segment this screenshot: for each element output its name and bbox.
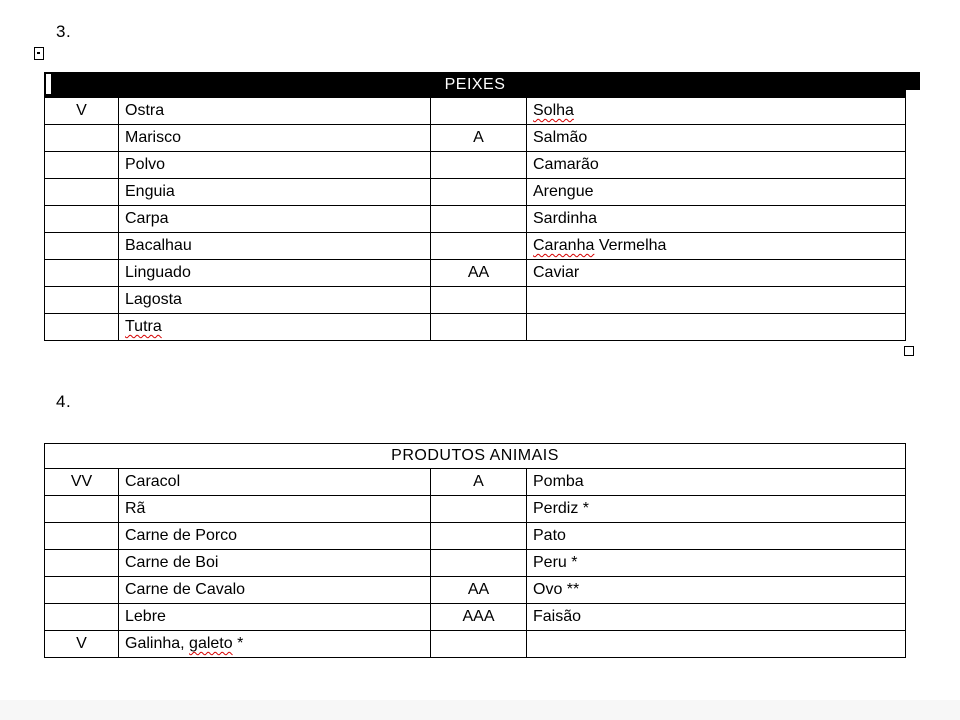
table-cell-c3[interactable] xyxy=(431,233,527,260)
table-cell-c1[interactable] xyxy=(45,179,119,206)
table-cell-c3[interactable] xyxy=(431,179,527,206)
spellcheck-flagged-word: galeto xyxy=(189,635,233,652)
table-cell-c4[interactable]: Perdiz * xyxy=(527,496,906,523)
section-number-3: 3. xyxy=(56,22,72,41)
table-cell-c3[interactable] xyxy=(431,523,527,550)
table-cell-c3[interactable] xyxy=(431,550,527,577)
spellcheck-flagged-word: Solha xyxy=(533,102,574,119)
table-row xyxy=(45,631,906,658)
table-cell-c3[interactable]: A xyxy=(431,469,527,496)
table-title-cell[interactable] xyxy=(45,444,906,469)
table-cell-c4[interactable]: Caranha Vermelha xyxy=(527,233,906,260)
table-cell-c1[interactable]: VV xyxy=(45,469,119,496)
table-cell-c3[interactable] xyxy=(431,98,527,125)
table-row xyxy=(45,233,906,260)
table-cell-c4[interactable] xyxy=(527,631,906,658)
table-row xyxy=(45,125,906,152)
table-row xyxy=(45,98,906,125)
table-cell-c1[interactable] xyxy=(45,496,119,523)
table-cell-c4[interactable] xyxy=(527,287,906,314)
table-row xyxy=(45,287,906,314)
animal-products-table[interactable] xyxy=(44,443,906,658)
table-cell-c4[interactable]: Salmão xyxy=(527,125,906,152)
table-cell-c4[interactable]: Ovo ** xyxy=(527,577,906,604)
table-cell-c2[interactable]: Bacalhau xyxy=(119,233,431,260)
fish-table[interactable] xyxy=(44,72,906,341)
table-cell-c3[interactable]: AAA xyxy=(431,604,527,631)
table-title: PRODUTOS ANIMAIS xyxy=(391,447,559,464)
table-cell-c4[interactable] xyxy=(527,314,906,341)
table-cell-c3[interactable] xyxy=(431,287,527,314)
table-cell-c2[interactable]: Carne de Porco xyxy=(119,523,431,550)
table-cell-c1[interactable] xyxy=(45,233,119,260)
table-cell-c1[interactable] xyxy=(45,260,119,287)
table-cell-c1[interactable] xyxy=(45,604,119,631)
table-cell-c2[interactable]: Polvo xyxy=(119,152,431,179)
table-cell-c2[interactable]: Lagosta xyxy=(119,287,431,314)
table-cell-c2[interactable]: Linguado xyxy=(119,260,431,287)
table-move-handle-icon[interactable] xyxy=(34,47,44,60)
table-row xyxy=(45,577,906,604)
table-cell-c1[interactable] xyxy=(45,125,119,152)
table-header-row xyxy=(45,444,906,469)
table-row xyxy=(45,496,906,523)
table-cell-c2[interactable]: Rã xyxy=(119,496,431,523)
table-header-row xyxy=(45,73,906,98)
table-row xyxy=(45,260,906,287)
table-cell-c3[interactable]: AA xyxy=(431,260,527,287)
table-cell-c2[interactable]: Carpa xyxy=(119,206,431,233)
table-cell-c1[interactable] xyxy=(45,577,119,604)
table-cell-c4[interactable]: Caviar xyxy=(527,260,906,287)
table-cell-c2[interactable]: Galinha, galeto * xyxy=(119,631,431,658)
table-cell-c4[interactable]: Pomba xyxy=(527,469,906,496)
table-row xyxy=(45,469,906,496)
table-cell-c4[interactable]: Arengue xyxy=(527,179,906,206)
table-cell-c1[interactable] xyxy=(45,287,119,314)
table-cell-c1[interactable] xyxy=(45,152,119,179)
table-cell-c1[interactable] xyxy=(45,206,119,233)
table-cell-c4[interactable] xyxy=(527,98,906,125)
table-cell-c2[interactable] xyxy=(119,314,431,341)
cell-selection-marker xyxy=(46,74,51,94)
table-resize-handle-icon[interactable] xyxy=(904,346,914,356)
table-row xyxy=(45,206,906,233)
table-cell-c2[interactable]: Lebre xyxy=(119,604,431,631)
table-cell-c3[interactable]: AA xyxy=(431,577,527,604)
table-cell-c2[interactable]: Ostra xyxy=(119,98,431,125)
table-cell-c3[interactable] xyxy=(431,152,527,179)
table-cell-c3[interactable] xyxy=(431,631,527,658)
table-cell-c2[interactable]: Marisco xyxy=(119,125,431,152)
table-cell-c3[interactable] xyxy=(431,206,527,233)
table-title: PEIXES xyxy=(444,76,506,93)
table-cell-c4[interactable]: Faisão xyxy=(527,604,906,631)
table-cell-c4[interactable]: Pato xyxy=(527,523,906,550)
table-cell-c2[interactable]: Enguia xyxy=(119,179,431,206)
table-title-cell[interactable] xyxy=(45,73,906,98)
table-cell-c2[interactable]: Caracol xyxy=(119,469,431,496)
table-row xyxy=(45,314,906,341)
table-cell-c4[interactable]: Camarão xyxy=(527,152,906,179)
table-cell-c1[interactable] xyxy=(45,314,119,341)
table-row xyxy=(45,152,906,179)
table-cell-c1[interactable] xyxy=(45,550,119,577)
table-cell-c4[interactable]: Sardinha xyxy=(527,206,906,233)
table-cell-c1[interactable]: V xyxy=(45,98,119,125)
table-row xyxy=(45,604,906,631)
table-cell-c3[interactable] xyxy=(431,496,527,523)
table-row xyxy=(45,523,906,550)
section-number-4: 4. xyxy=(56,392,72,411)
table-cell-c3[interactable] xyxy=(431,314,527,341)
spellcheck-flagged-word: Tutra xyxy=(125,318,162,335)
table-cell-c1[interactable]: V xyxy=(45,631,119,658)
table-cell-c2[interactable]: Carne de Cavalo xyxy=(119,577,431,604)
row-end-selection-marker xyxy=(904,72,920,90)
table-row xyxy=(45,179,906,206)
table-row xyxy=(45,550,906,577)
table-cell-c3[interactable]: A xyxy=(431,125,527,152)
table-cell-c1[interactable] xyxy=(45,523,119,550)
table-cell-c2[interactable]: Carne de Boi xyxy=(119,550,431,577)
table-cell-c4[interactable]: Peru * xyxy=(527,550,906,577)
spellcheck-flagged-word: Caranha xyxy=(533,237,595,254)
